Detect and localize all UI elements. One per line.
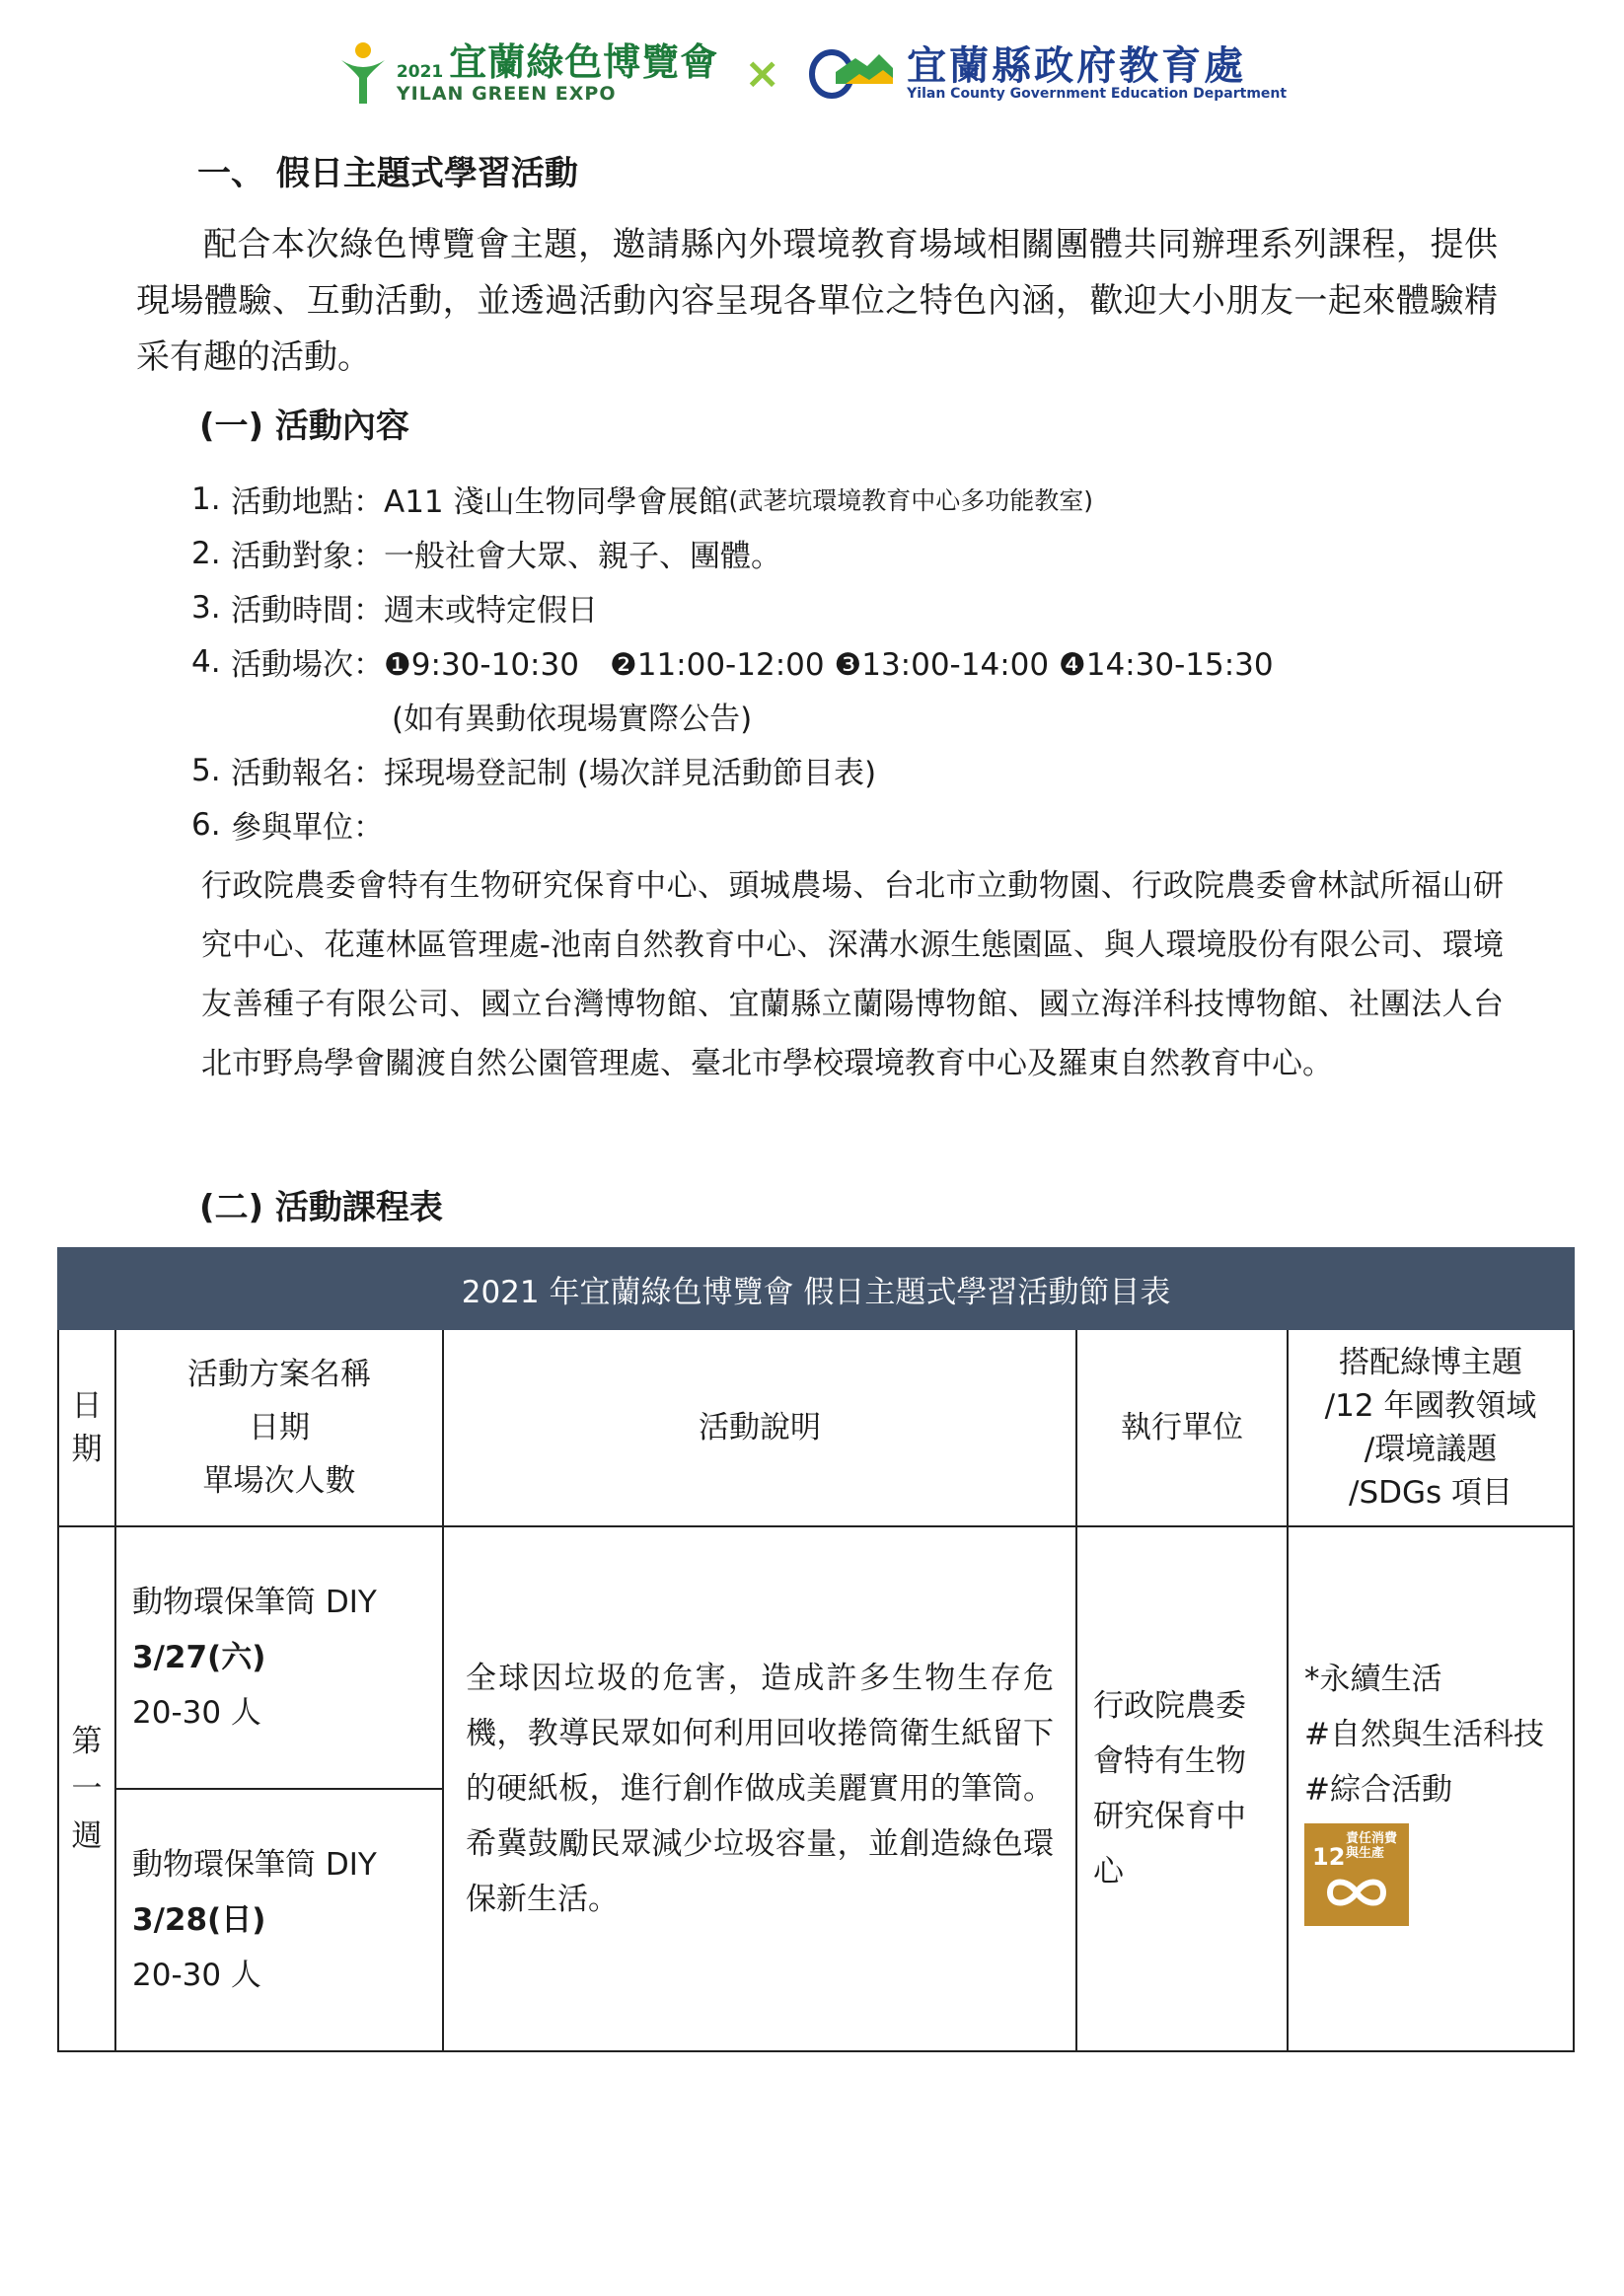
table-caption: 2021 年宜蘭綠色博覽會 假日主題式學習活動節目表 [58,1248,1574,1329]
table-row [58,1526,1574,1789]
program-cell: 動物環保筆筒 DIY 3/27(六) 20-30 人 [115,1526,443,1789]
expo-figure-icon [337,40,389,106]
content-heading: (一) 活動內容 [199,407,409,446]
content-list [191,472,1513,852]
edu-subtitle: Yilan County Government Education Department [907,85,1288,102]
unit-cell: 行政院農委會特有生物研究保育中心 [1076,1526,1288,2051]
intro-paragraph: 配合本次綠色博覽會主題，邀請縣內外環境教育場域相關團體共同辦理系列課程，提供現場體驗、互動活動，並透過活動內容呈現各單位之特色內涵，歡迎大小朋友一起來體驗精采有趣的活動。 [136,225,1498,377]
list-item: 5. 活動報名： 採現場登記制 (場次詳見活動節目表) [191,752,877,791]
cross-mark: × [744,47,781,99]
page-header [0,34,1624,112]
header-theme: 搭配綠博主題 /12 年國教領域 /環境議題 /SDGs 項目 [1288,1329,1574,1526]
header-date: 日期 [58,1329,115,1526]
theme-cell: *永續生活 #自然與生活科技 #綜合活動 12 責任消費與生產 [1288,1526,1574,2051]
list-item: 4. 活動場次： ❶9:30-10:30 ❷11:00-12:00 ❸13:00-14:00 ❹14:30-15:30 [191,643,1274,683]
expo-year: 2021 [396,61,444,82]
expo-title: 宜蘭綠色博覽會 [449,39,719,84]
schedule-table [57,1247,1575,2052]
list-item: 3. 活動時間： 週末或特定假日 [191,589,598,629]
sdg-12-icon: 12 責任消費與生產 [1304,1823,1409,1926]
header-description: 活動說明 [443,1329,1076,1526]
header-program: 活動方案名稱 日期 單場次人數 [115,1329,443,1526]
schedule-heading: (二) 活動課程表 [199,1188,443,1227]
list-item: 2. 活動對象： 一般社會大眾、親子、團體。 [191,535,781,574]
expo-subtitle: YILAN GREEN EXPO [396,82,617,105]
green-expo-logo [337,40,718,106]
list-item: 1. 活動地點： A11 淺山生物同學會展館 (武荖坑環境教育中心多功能教室) [191,481,1094,520]
description-cell: 全球因垃圾的危害，造成許多生物生存危機，教導民眾如何利用回收捲筒衛生紙留下的硬紙板，進行創作做成美麗實用的筆筒。希冀鼓勵民眾減少垃圾容量，並創造綠色環保新生活。 [443,1526,1076,2051]
table-header-row [58,1329,1574,1526]
week-label: 第一週 [58,1526,115,2051]
list-item: 6. 參與單位： [191,806,384,846]
header-unit: 執行單位 [1076,1329,1288,1526]
program-cell: 動物環保筆筒 DIY 3/28(日) 20-30 人 [115,1789,443,2051]
participating-units: 行政院農委會特有生物研究保育中心、頭城農場、台北市立動物園、行政院農委會林試所福山研究中心、花蓮林區管理處-池南自然教育中心、深溝水源生態園區、與人環境股份有限公司、環境友善種子有限公司、國立台灣博物館、宜蘭縣立蘭陽博物館、國立海洋科技博物館、社團法人台北市野鳥學會關渡自然公園管理處、臺北市學校環境教育中心及羅東自然教育中心。 [201,868,1504,1081]
education-department-logo [806,44,1287,102]
education-emblem-icon [806,44,895,102]
section-heading: 一、 假日主題式學習活動 [197,154,578,193]
list-item-continuation: (如有異動依現場實際公告) [392,702,753,737]
edu-title: 宜蘭縣政府教育處 [907,42,1247,89]
